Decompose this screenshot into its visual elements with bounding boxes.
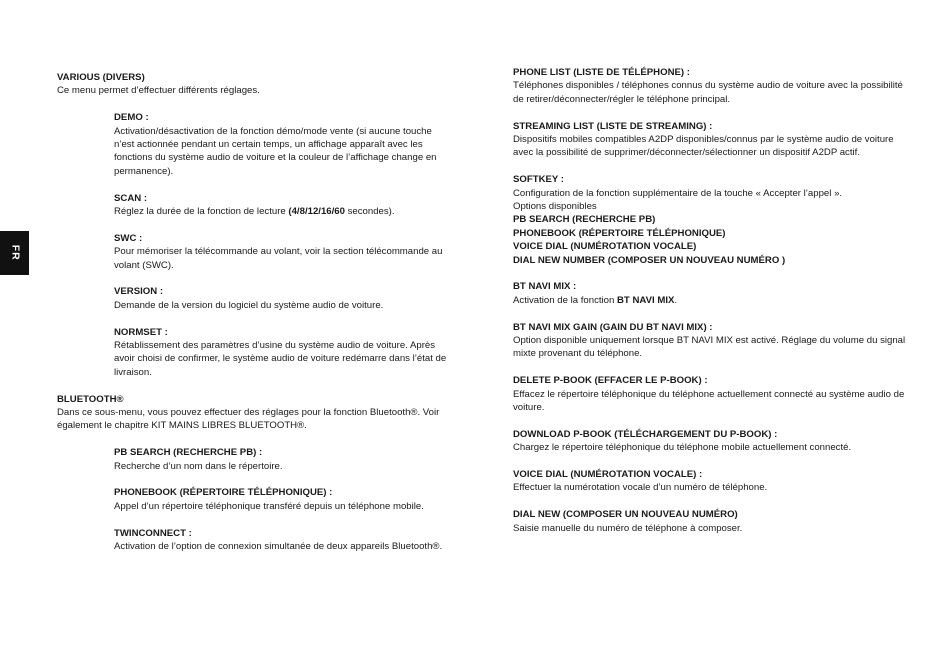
section-heading: VOICE DIAL (NUMÉROTATION VOCALE) :	[513, 469, 703, 481]
section-bt-navi-mix	[513, 280, 908, 307]
section-text: Ce menu permet d’effectuer différents réglages.	[57, 85, 260, 97]
section-delete-pbook	[513, 374, 908, 414]
section-various	[57, 71, 452, 98]
softkey-option: DIAL NEW NUMBER (COMPOSER UN NOUVEAU NUMÉRO )	[513, 254, 786, 266]
section-text: Téléphones disponibles / téléphones connus du système audio de voiture avec la possibilité de retirer/déconnecter/régler le téléphone principal.	[513, 80, 903, 105]
section-text: Activation de l’option de connexion simultanée de deux appareils Bluetooth®.	[114, 541, 443, 553]
section-heading: STREAMING LIST (LISTE DE STREAMING) :	[513, 120, 713, 132]
bt-navi-mix-name: BT NAVI MIX	[617, 294, 675, 306]
section-bt-navi-mix-gain	[513, 321, 908, 361]
section-heading: PHONEBOOK (RÉPERTOIRE TÉLÉPHONIQUE) :	[114, 487, 333, 499]
section-voice-dial	[513, 468, 908, 495]
section-twinconnect	[114, 527, 452, 554]
section-text: Recherche d’un nom dans le répertoire.	[114, 460, 283, 472]
softkey-option: PB SEARCH (RECHERCHE PB)	[513, 214, 656, 226]
section-heading: BT NAVI MIX :	[513, 281, 577, 293]
section-softkey	[513, 173, 908, 267]
section-heading: DOWNLOAD P-BOOK (TÉLÉCHARGEMENT DU P-BOOK) :	[513, 428, 778, 440]
scan-text-end: secondes).	[344, 206, 395, 218]
section-text	[114, 205, 452, 218]
right-column	[513, 66, 908, 548]
section-swc	[114, 232, 452, 272]
section-text: Chargez le répertoire téléphonique du téléphone mobile actuellement connecté.	[513, 442, 852, 454]
section-text: Dans ce sous-menu, vous pouvez effectuer des réglages pour la fonction Bluetooth®. Voir également le chapitre KIT MAINS LIBRES BLUETOOTH®.	[57, 407, 440, 432]
section-heading: DEMO :	[114, 112, 149, 124]
section-phonebook	[114, 486, 452, 513]
section-heading: NORMSET :	[114, 326, 168, 338]
section-text: Effectuer la numérotation vocale d’un numéro de téléphone.	[513, 482, 768, 494]
section-text: Pour mémoriser la télécommande au volant, voir la section télécommande au volant (SWC).	[114, 246, 443, 271]
section-heading: SOFTKEY :	[513, 174, 564, 186]
left-column	[57, 71, 452, 567]
section-heading: SCAN :	[114, 192, 148, 204]
section-scan	[114, 192, 452, 219]
bt-navi-mix-text-end: .	[674, 294, 678, 306]
section-demo	[114, 111, 452, 178]
section-heading: DELETE P-BOOK (EFFACER LE P-BOOK) :	[513, 375, 708, 387]
section-text: Dispositifs mobiles compatibles A2DP disponibles/connus par le système audio de voiture avec la possibilité de supprimer/déconnecter/sélectionner un dispositif A2DP actif.	[513, 134, 894, 159]
section-heading: DIAL NEW (COMPOSER UN NOUVEAU NUMÉRO)	[513, 509, 738, 521]
softkey-option: PHONEBOOK (RÉPERTOIRE TÉLÉPHONIQUE)	[513, 227, 726, 239]
section-heading: BLUETOOTH®	[57, 393, 124, 405]
language-tab	[0, 231, 29, 275]
section-text: Option disponible uniquement lorsque BT NAVI MIX est activé. Réglage du volume du signal mixte provenant du téléphone.	[513, 335, 906, 360]
section-download-pbook	[513, 428, 908, 455]
section-streaming-list	[513, 120, 908, 160]
section-heading: VARIOUS (DIVERS)	[57, 72, 145, 83]
bt-navi-mix-text-start: Activation de la fonction	[513, 294, 617, 306]
section-text: Rétablissement des paramètres d’usine du système audio de voiture. Après avoir choisi de confirmer, le système audio de voiture redémarre dans l’état de livraison.	[114, 340, 447, 378]
language-tab-label: FR	[9, 245, 22, 261]
section-heading: VERSION :	[114, 286, 164, 298]
section-phone-list	[513, 66, 908, 106]
softkey-options-label: Options disponibles	[513, 201, 597, 213]
section-text: Demande de la version du logiciel du système audio de voiture.	[114, 299, 384, 311]
section-text	[513, 294, 908, 307]
section-normset	[114, 326, 452, 380]
section-dial-new	[513, 508, 908, 535]
scan-text-start: Réglez la durée de la fonction de lecture	[114, 206, 289, 218]
section-pb-search	[114, 446, 452, 473]
section-heading: SWC :	[114, 232, 143, 244]
section-text: Activation/désactivation de la fonction démo/mode vente (si aucune touche n’est actionnée pendant un certain temps, un affichage apparaît avec les fonctions du système audio de voiture et la couleur de l’affichage change en permanence).	[114, 125, 437, 177]
scan-durations: (4/8/12/16/60	[288, 206, 345, 218]
section-text: Effacez le répertoire téléphonique du téléphone actuellement connecté au système audio de voiture.	[513, 388, 905, 414]
section-version	[114, 285, 452, 312]
section-heading: PB SEARCH (RECHERCHE PB) :	[114, 447, 263, 459]
section-bluetooth	[57, 393, 452, 433]
section-heading: BT NAVI MIX GAIN (GAIN DU BT NAVI MIX) :	[513, 321, 713, 333]
softkey-option: VOICE DIAL (NUMÉROTATION VOCALE)	[513, 241, 697, 253]
section-text: Saisie manuelle du numéro de téléphone à composer.	[513, 522, 743, 534]
section-text: Appel d’un répertoire téléphonique transféré depuis un téléphone mobile.	[114, 500, 424, 512]
section-text: Configuration de la fonction supplémentaire de la touche « Accepter l’appel ».	[513, 187, 843, 199]
section-heading: PHONE LIST (LISTE DE TÉLÉPHONE) :	[513, 67, 690, 78]
section-heading: TWINCONNECT :	[114, 527, 192, 539]
